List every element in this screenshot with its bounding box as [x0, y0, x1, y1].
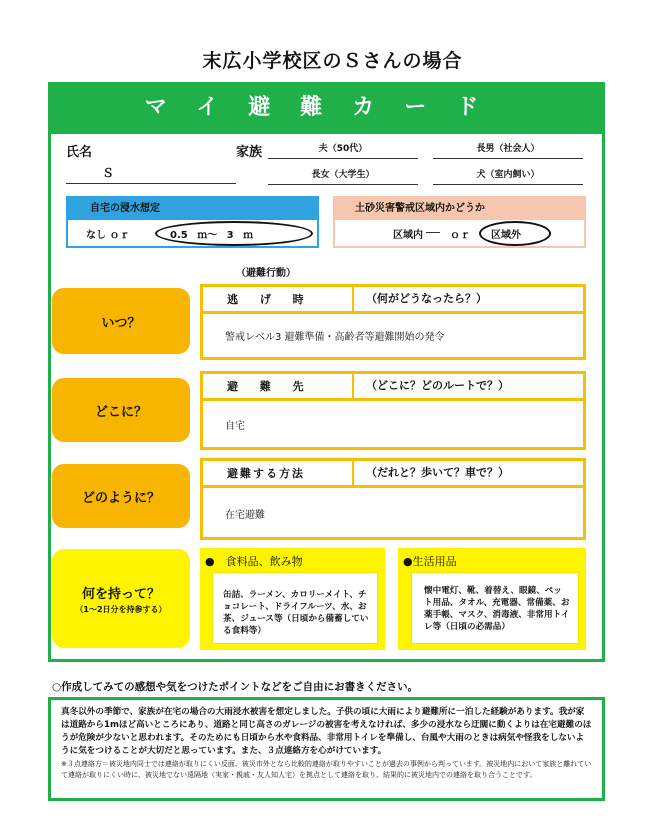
where-question: （どこに？どのルートで？）	[352, 374, 509, 398]
comment-text: 真冬以外の季節で、家族が在宅の場合の大雨浸水被害を想定しました。子供の頃に大雨により避難所に一泊した経験があります。我が家は道路から1mほど高いところにあり、道路と同じ高さのガレージの被害を考えなければ、多少の浸水なら迂闊に動くよりは在宅避難のほうが危険が少ないと思われます。そのためにも日頃から水や食料品、非常用トイレを準備し、台風や大雨のときは病気や怪我をしないように気をつけることが大切だと思っています。また、３点連絡方を心がけています。	[61, 707, 592, 756]
how-pill: どのように？	[52, 464, 190, 528]
how-box	[200, 458, 586, 540]
how-answer: 在宅避難	[225, 510, 265, 521]
goods-text: 懐中電灯、靴、着替え、眼鏡、ペット用品、タオル、充電器、常備薬、お薬手帳、マスク、消毒液、非常用トイレ等（日頃の必需品）	[411, 572, 579, 644]
name-label: 氏名	[66, 145, 93, 160]
when-question: （何がどうなったら？）	[352, 287, 487, 311]
family-member-2: 長男（社会人）	[433, 141, 583, 159]
page-title: 末広小学校区のＳさんの場合	[202, 50, 463, 72]
where-answer: 自宅	[225, 421, 245, 432]
goods-heading: ●生活用品	[403, 555, 457, 568]
how-heading: 避難する方法	[227, 467, 305, 480]
family-member-4: 犬（室内飼い）	[433, 167, 583, 185]
family-member-1: 夫（50代）	[268, 141, 418, 159]
name-value: Ｓ	[66, 158, 236, 184]
where-heading: 避 難 先	[227, 380, 313, 393]
when-pill: いつ？	[52, 288, 190, 354]
where-pill: どこに？	[52, 378, 190, 442]
landslide-outside: 区域外	[491, 230, 521, 241]
flood-depth-value: 0.5 ｍ～ 3 ｍ	[170, 230, 254, 241]
bring-pill-title: 何を持って？	[81, 586, 160, 602]
comment-prompt: ○作成してみての感想や気をつけたポイントなどをご自由にお書きください。	[52, 681, 419, 693]
action-label: （避難行動）	[236, 268, 296, 279]
landslide-or: ｏｒ	[450, 230, 470, 241]
how-question: （だれと？歩いて？車で？）	[352, 461, 509, 485]
family-member-3: 長女（大学生）	[268, 167, 418, 185]
landslide-inside: 区域内	[393, 230, 423, 241]
landslide-strike	[426, 232, 440, 233]
when-answer: 警戒レベル3 避難準備・高齢者等避難開始の発令	[225, 332, 445, 343]
comment-note: ※３点連絡方＝被災地内同士では連絡が取りにくい反面、被災市外となら比較的連絡が取りやすいことが過去の事例から判っています。被災地内において家族と離れていて連絡が取りにくい時に、被災地でない遠隔地（実家・親戚・友人知人宅）を拠点として連絡を取り、結果的に被災地内での連絡を取り合うことです。	[61, 760, 592, 779]
family-label: 家族	[236, 145, 263, 160]
comment-box	[48, 697, 605, 801]
food-heading: ● 食料品、飲み物	[205, 555, 303, 568]
food-text: 缶詰、ラーメン、カロリーメイト、チョコレート、ドライフルーツ、水、お茶、ジュース等（日頃から備蓄している食料等）	[212, 572, 378, 644]
where-box	[200, 371, 586, 450]
when-box	[200, 284, 586, 360]
bring-pill	[52, 549, 190, 648]
card-title: マイ避難カード	[48, 82, 605, 134]
flood-option-none: なし ｏｒ	[86, 230, 130, 241]
flood-title: 自宅の浸水想定	[68, 198, 317, 220]
bring-pill-sub: （1～2日分を持参する）	[75, 604, 167, 614]
landslide-title: 土砂災害警戒区域内かどうか	[335, 198, 584, 220]
when-heading: 逃 げ 時	[227, 293, 313, 306]
